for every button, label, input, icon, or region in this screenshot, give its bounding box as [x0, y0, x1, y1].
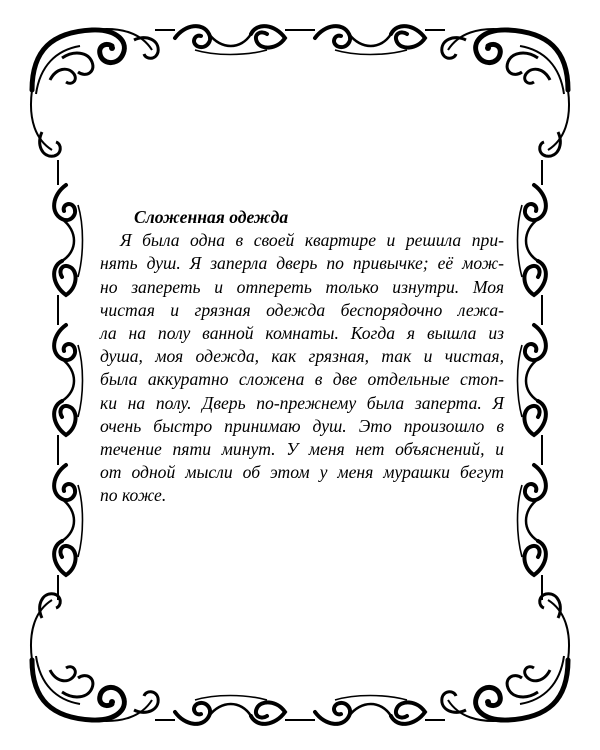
story-text-block — [100, 206, 504, 507]
story-line: но запереть и отпереть только изнутри. Моя — [100, 276, 504, 297]
left-scroll-1 — [54, 185, 82, 295]
left-scroll-3 — [54, 465, 82, 575]
corner-ornament-bottom-right — [442, 594, 569, 721]
bottom-scroll-1 — [175, 696, 285, 724]
right-scroll-3 — [518, 465, 546, 575]
right-scroll-2 — [518, 325, 546, 435]
corner-ornament-bottom-left — [31, 594, 158, 721]
top-scroll-2 — [315, 26, 425, 54]
story-line: течение пяти минут. У меня нет объяснений, и — [100, 438, 504, 459]
bottom-scroll-2 — [315, 696, 425, 724]
story-line: была аккуратно сложена в две отдельные стоп- — [100, 369, 504, 390]
corner-ornament-top-right — [442, 29, 569, 156]
top-scroll-1 — [175, 26, 285, 54]
left-scroll-2 — [54, 325, 82, 435]
story-title: Сложенная одежда — [134, 207, 289, 227]
story-line: очень быстро принимаю душ. Это произошло в — [100, 415, 504, 436]
story-line: ла на полу ванной комнаты. Когда я вышла из — [100, 322, 504, 343]
story-line: нять душ. Я заперла дверь по привычке; её мож- — [100, 253, 504, 274]
story-line: ки на полу. Дверь по-прежнему была заперта. Я — [100, 392, 504, 413]
story-line: от одной мысли об этом у меня мурашки бегут — [100, 462, 504, 483]
story-line: Я была одна в своей квартире и решила при- — [120, 230, 504, 251]
story-line: душа, моя одежда, как грязная, так и чистая, — [100, 346, 504, 367]
story-line: чистая и грязная одежда беспорядочно лежа- — [100, 299, 504, 320]
story-body — [100, 229, 504, 507]
corner-ornament-top-left — [31, 29, 158, 156]
right-scroll-1 — [518, 185, 546, 295]
story-line: по коже. — [100, 485, 167, 506]
